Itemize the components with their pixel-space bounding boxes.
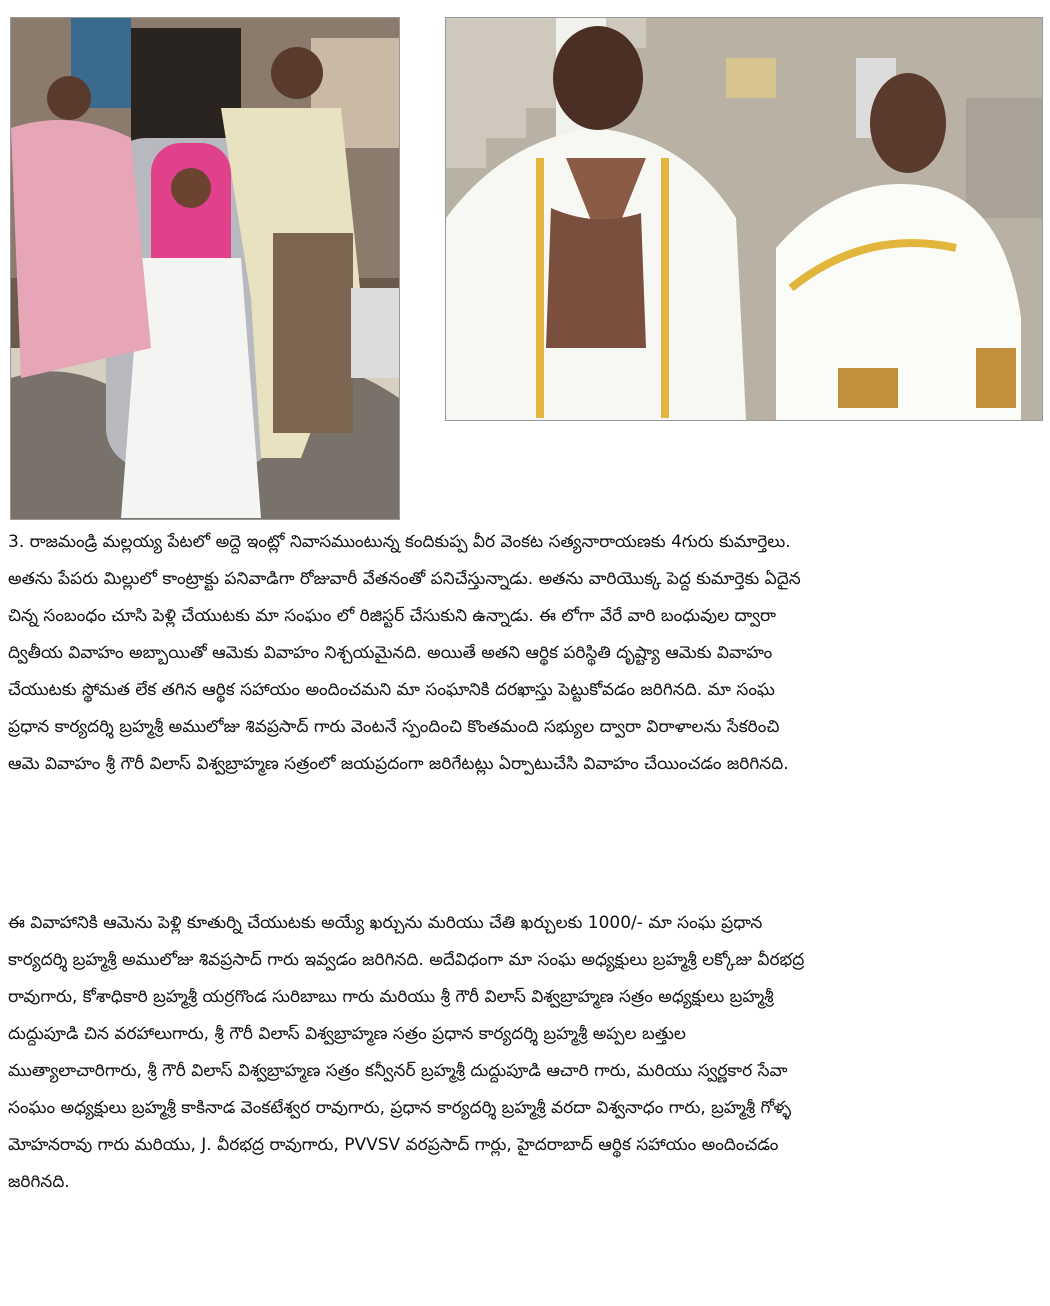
photo-bride-with-elders [10,17,400,520]
paragraph-1-line: అతను పేపరు మిల్లులో కాంట్రాక్టు పనివాడిగా రోజువారీ వేతనంతో పనిచేస్తున్నాడు. అతను వారియొక్క పెద్ద కుమార్తెకు ఏదైన [8,569,801,589]
paragraph-2-line: కార్యదర్శి బ్రహ్మశ్రీ అములోజు శివప్రసాద్ గారు ఇవ్వడం జరిగినది. అదేవిధంగా మా సంఘ అధ్యక్షులు బ్రహ్మశ్రీ లక్కోజు వీరభద్ర [8,950,805,970]
paragraph-2-line: జరిగినది. [8,1172,70,1192]
photo-bride-and-groom [445,17,1043,421]
paragraph-2-line: సంఘం అధ్యక్షులు బ్రహ్మశ్రీ కాకినాడ వెంకటేశ్వర రావుగారు, ప్రధాన కార్యదర్శి బ్రహ్మశ్రీ వరదా విశ్వనాధం గారు, బ్రహ్మశ్రీ గోళ్ళ [8,1098,792,1118]
paragraph-1-line: చిన్న సంబంధం చూసి పెళ్లి చేయుటకు మా సంఘం లో రిజిస్టర్ చేసుకుని ఉన్నాడు. ఈ లోగా వేరే వారి బంధువుల ద్వారా [8,606,776,626]
paragraph-2-line: ఈ వివాహానికి ఆమెను పెళ్లి కూతుర్ని చేయుటకు అయ్యే ఖర్చును మరియు చేతి ఖర్చులకు 1000/- మా సంఘ ప్రధాన [8,913,763,933]
paragraph-2-line: దుద్దుపూడి చిన వరహాలుగారు, శ్రీ గౌరీ విలాస్ విశ్వబ్రాహ్మణ సత్రం ప్రధాన కార్యదర్శి బ్రహ్మశ్రీ అప్పల బత్తుల [8,1024,686,1044]
paragraph-1-line: ద్వితీయ వివాహం అబ్బాయితో ఆమెకు వివాహం నిశ్చయమైనది. అయితే అతని ఆర్థిక పరిస్థితి దృష్ట్యా ఆమెకు వివాహం [8,643,773,663]
paragraph-1-line: ప్రధాన కార్యదర్శి బ్రహ్మశ్రీ అములోజు శివప్రసాద్ గారు వెంటనే స్పందించి కొంతమంది సభ్యుల ద్వారా విరాళాలను సేకరించి [8,717,780,737]
paragraph-1-line: ఆమె వివాహం శ్రీ గౌరీ విలాస్ విశ్వబ్రాహ్మణ సత్రంలో జయప్రదంగా జరిగేటట్లు ఏర్పాటుచేసి వివాహం చేయించడం జరిగినది. [8,754,789,774]
paragraph-1-line: చేయుటకు స్థోమత లేక తగిన ఆర్థిక సహాయం అందించమని మా సంఘానికి దరఖాస్తు పెట్టుకోవడం జరిగినది. మా సంఘ [8,680,775,700]
paragraph-1-line: 3. రాజమండ్రి మల్లయ్య పేటలో అద్దె ఇంట్లో నివాసముంటున్న కందికుప్ప వీర వెంకట సత్యనారాయణకు 4గురు కుమార్తెలు. [8,532,791,552]
article-paragraph-1 [8,524,1042,783]
paragraph-2-line: ముత్యాలాచారిగారు, శ్రీ గౌరీ విలాస్ విశ్వబ్రాహ్మణ సత్రం కన్వీనర్ బ్రహ్మశ్రీ దుద్దుపూడి ఆచారి గారు, మరియు స్వర్ణకార సేవా [8,1061,788,1081]
paragraph-2-line: రావుగారు, కోశాధికారి బ్రహ్మశ్రీ యర్రగొండ సురిబాబు గారు మరియు శ్రీ గౌరీ విలాస్ విశ్వబ్రాహ్మణ సత్రం అధ్యక్షులు బ్రహ్మశ్రీ [8,987,774,1007]
paragraph-2-line: మోహనరావు గారు మరియు, J. వీరభద్ర రావుగారు, PVVSV వరప్రసాద్ గార్లు, హైదరాబాద్ ఆర్థిక సహాయం అందించడం [8,1135,779,1155]
article-paragraph-2 [8,905,1042,1201]
